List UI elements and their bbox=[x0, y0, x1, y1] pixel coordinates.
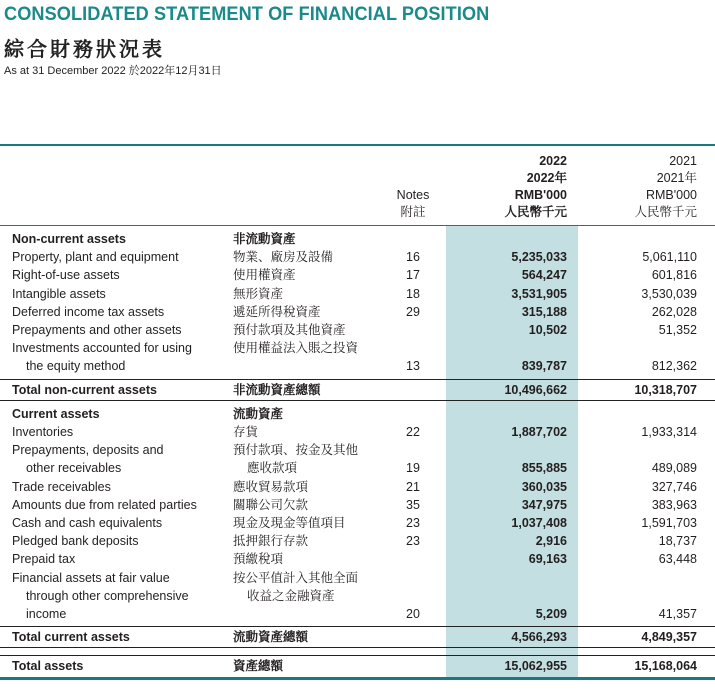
table-row bbox=[0, 266, 715, 284]
row-value-2021: 41,357 bbox=[658, 607, 697, 621]
statement-title: CONSOLIDATED STATEMENT OF FINANCIAL POSITION bbox=[4, 3, 490, 25]
row-label-en: Pledged bank deposits bbox=[12, 534, 139, 549]
row-value-2022: 3,531,905 bbox=[511, 286, 567, 301]
total-row bbox=[0, 628, 715, 646]
row-value-2021: 3,530,039 bbox=[641, 286, 697, 301]
row-label-cn: 抵押銀行存款 bbox=[233, 534, 309, 549]
row-label-cn: 物業、廠房及設備 bbox=[233, 250, 334, 265]
row-value-2022: 564,247 bbox=[521, 268, 567, 283]
row-label-en: Inventories bbox=[12, 425, 74, 439]
row-label-cn: 無形資產 bbox=[233, 286, 284, 301]
row-label-cn: 預付款項、按金及其他 bbox=[233, 443, 359, 458]
row-value-2022: 4,566,293 bbox=[511, 630, 567, 645]
col-2022-unit: RMB'000 bbox=[514, 188, 567, 202]
table-row bbox=[0, 496, 715, 514]
row-value-2022: 1,037,408 bbox=[511, 516, 567, 530]
row-value-2021: 262,028 bbox=[651, 304, 697, 319]
table-row bbox=[0, 285, 715, 303]
row-value-2022: 2,916 bbox=[535, 534, 567, 549]
row-note: 20 bbox=[406, 607, 420, 621]
table-row bbox=[0, 550, 715, 568]
row-label-en: Prepaid tax bbox=[12, 552, 76, 567]
row-label-en: Total current assets bbox=[12, 630, 130, 645]
row-label-en: Current assets bbox=[12, 406, 100, 421]
row-label-en: Total non-current assets bbox=[12, 382, 157, 397]
row-label-cn: 非流動資產 bbox=[233, 232, 296, 246]
statement-date: As at 31 December 2022 於2022年12月31日 bbox=[4, 65, 222, 77]
row-value-2022: 839,787 bbox=[521, 359, 567, 374]
top-rule bbox=[0, 144, 715, 146]
row-label-cn: 預付款項及其他資產 bbox=[233, 323, 346, 337]
row-value-2022: 10,502 bbox=[528, 323, 567, 337]
row-label-cn: 現金及現金等值項目 bbox=[233, 516, 346, 530]
row-value-2021: 15,168,064 bbox=[634, 659, 697, 674]
row-label-en: Property, plant and equipment bbox=[12, 250, 179, 265]
row-value-2021: 5,061,110 bbox=[642, 250, 697, 265]
table-row bbox=[0, 423, 715, 441]
row-value-2022: 315,188 bbox=[521, 304, 567, 319]
row-value-2021: 601,816 bbox=[651, 268, 697, 283]
total-row bbox=[0, 381, 715, 399]
table-row bbox=[0, 303, 715, 321]
row-value-2021: 63,448 bbox=[658, 552, 697, 567]
table-row bbox=[0, 248, 715, 266]
row-label-en: Cash and cash equivalents bbox=[12, 516, 163, 530]
section-heading-row bbox=[0, 230, 715, 248]
row-value-2022: 15,062,955 bbox=[504, 659, 567, 674]
row-label-cn: 流動資產總額 bbox=[233, 630, 309, 645]
statement-title-cn: 綜合財務狀況表 bbox=[4, 39, 165, 61]
row-note: 23 bbox=[406, 516, 420, 530]
row-value-2021: 812,362 bbox=[651, 359, 697, 374]
row-label-en: Investments accounted for using bbox=[12, 341, 192, 356]
table-row bbox=[0, 587, 715, 605]
row-value-2022: 855,885 bbox=[521, 461, 567, 476]
row-value-2022: 347,975 bbox=[521, 497, 567, 512]
total-separator bbox=[0, 655, 715, 656]
table-row bbox=[0, 514, 715, 532]
row-label-cn: 使用權益法入賬之投資 bbox=[233, 341, 359, 356]
row-label-en: the equity method bbox=[26, 359, 126, 374]
table-row bbox=[0, 339, 715, 357]
table-row bbox=[0, 605, 715, 623]
total-separator bbox=[0, 379, 715, 380]
row-label-cn: 應收貿易款項 bbox=[233, 479, 309, 494]
row-value-2022: 5,235,033 bbox=[511, 250, 567, 265]
row-label-en: Trade receivables bbox=[12, 479, 111, 494]
row-value-2021: 383,963 bbox=[651, 497, 697, 512]
row-value-2021: 51,352 bbox=[658, 323, 697, 337]
row-label-cn: 應收款項 bbox=[247, 461, 298, 476]
row-label-cn: 資產總額 bbox=[233, 659, 284, 674]
row-note: 21 bbox=[406, 479, 420, 494]
row-note: 35 bbox=[406, 497, 420, 512]
row-label-cn: 預繳稅項 bbox=[233, 552, 284, 567]
table-row bbox=[0, 478, 715, 496]
bottom-rule bbox=[0, 677, 715, 680]
col-notes-cn: 附註 bbox=[400, 205, 426, 219]
table-row bbox=[0, 569, 715, 587]
col-2022-year: 2022 bbox=[539, 154, 567, 168]
row-note: 22 bbox=[406, 425, 420, 439]
table-row bbox=[0, 459, 715, 477]
row-value-2022: 5,209 bbox=[535, 607, 567, 621]
col-notes: Notes bbox=[396, 188, 430, 202]
row-value-2021: 1,591,703 bbox=[641, 516, 697, 530]
row-label-en: Intangible assets bbox=[12, 286, 106, 301]
row-note: 23 bbox=[406, 534, 420, 549]
row-value-2022: 360,035 bbox=[521, 479, 567, 494]
row-label-en: income bbox=[26, 607, 67, 621]
row-value-2022: 69,163 bbox=[528, 552, 567, 567]
row-value-2022: 10,496,662 bbox=[504, 382, 567, 397]
row-value-2021: 10,318,707 bbox=[634, 382, 697, 397]
table-row bbox=[0, 532, 715, 550]
header-rule bbox=[0, 225, 715, 226]
col-2021-unit: RMB'000 bbox=[645, 188, 697, 202]
row-value-2021: 1,933,314 bbox=[641, 425, 697, 439]
col-2021-year: 2021 bbox=[669, 154, 697, 168]
row-label-en: Total assets bbox=[12, 659, 84, 674]
col-2021-unit-cn: 人民幣千元 bbox=[634, 205, 697, 219]
row-value-2021: 327,746 bbox=[651, 479, 697, 494]
row-note: 16 bbox=[406, 250, 420, 265]
row-label-cn: 關聯公司欠款 bbox=[233, 497, 309, 512]
col-2021-year-cn: 2021年 bbox=[656, 171, 697, 185]
section-heading-row bbox=[0, 405, 715, 423]
row-value-2022: 1,887,702 bbox=[511, 425, 567, 439]
row-label-en: other receivables bbox=[26, 461, 122, 476]
table-row bbox=[0, 321, 715, 339]
row-label-en: Prepayments, deposits and bbox=[12, 443, 164, 458]
row-label-en: Right-of-use assets bbox=[12, 268, 120, 283]
row-label-en: Amounts due from related parties bbox=[12, 497, 197, 512]
total-separator bbox=[0, 626, 715, 627]
row-label-cn: 使用權資產 bbox=[233, 268, 296, 283]
row-label-cn: 非流動資產總額 bbox=[233, 382, 321, 397]
row-label-cn: 按公平值計入其他全面 bbox=[233, 570, 359, 585]
row-note: 13 bbox=[406, 359, 420, 374]
row-label-en: Deferred income tax assets bbox=[12, 304, 165, 319]
col-2022-unit-cn: 人民幣千元 bbox=[504, 205, 567, 219]
total-underline bbox=[0, 400, 715, 401]
row-note: 17 bbox=[406, 268, 420, 283]
row-label-cn: 收益之金融資產 bbox=[247, 588, 335, 603]
row-label-en: through other comprehensive bbox=[26, 588, 189, 603]
row-value-2021: 18,737 bbox=[658, 534, 697, 549]
row-value-2021: 489,089 bbox=[651, 461, 697, 476]
row-note: 19 bbox=[406, 461, 420, 476]
row-note: 18 bbox=[406, 286, 420, 301]
row-label-cn: 流動資產 bbox=[233, 406, 284, 421]
row-label-en: Financial assets at fair value bbox=[12, 570, 170, 585]
table-row bbox=[0, 357, 715, 375]
row-label-en: Prepayments and other assets bbox=[12, 323, 182, 337]
row-value-2021: 4,849,357 bbox=[641, 630, 697, 645]
total-row bbox=[0, 657, 715, 675]
table-row bbox=[0, 441, 715, 459]
row-label-cn: 存貨 bbox=[233, 425, 259, 439]
total-underline bbox=[0, 647, 715, 648]
row-label-cn: 遞延所得稅資產 bbox=[233, 304, 321, 319]
col-2022-year-cn: 2022年 bbox=[526, 171, 567, 185]
row-label-en: Non-current assets bbox=[12, 232, 126, 246]
row-note: 29 bbox=[406, 304, 420, 319]
